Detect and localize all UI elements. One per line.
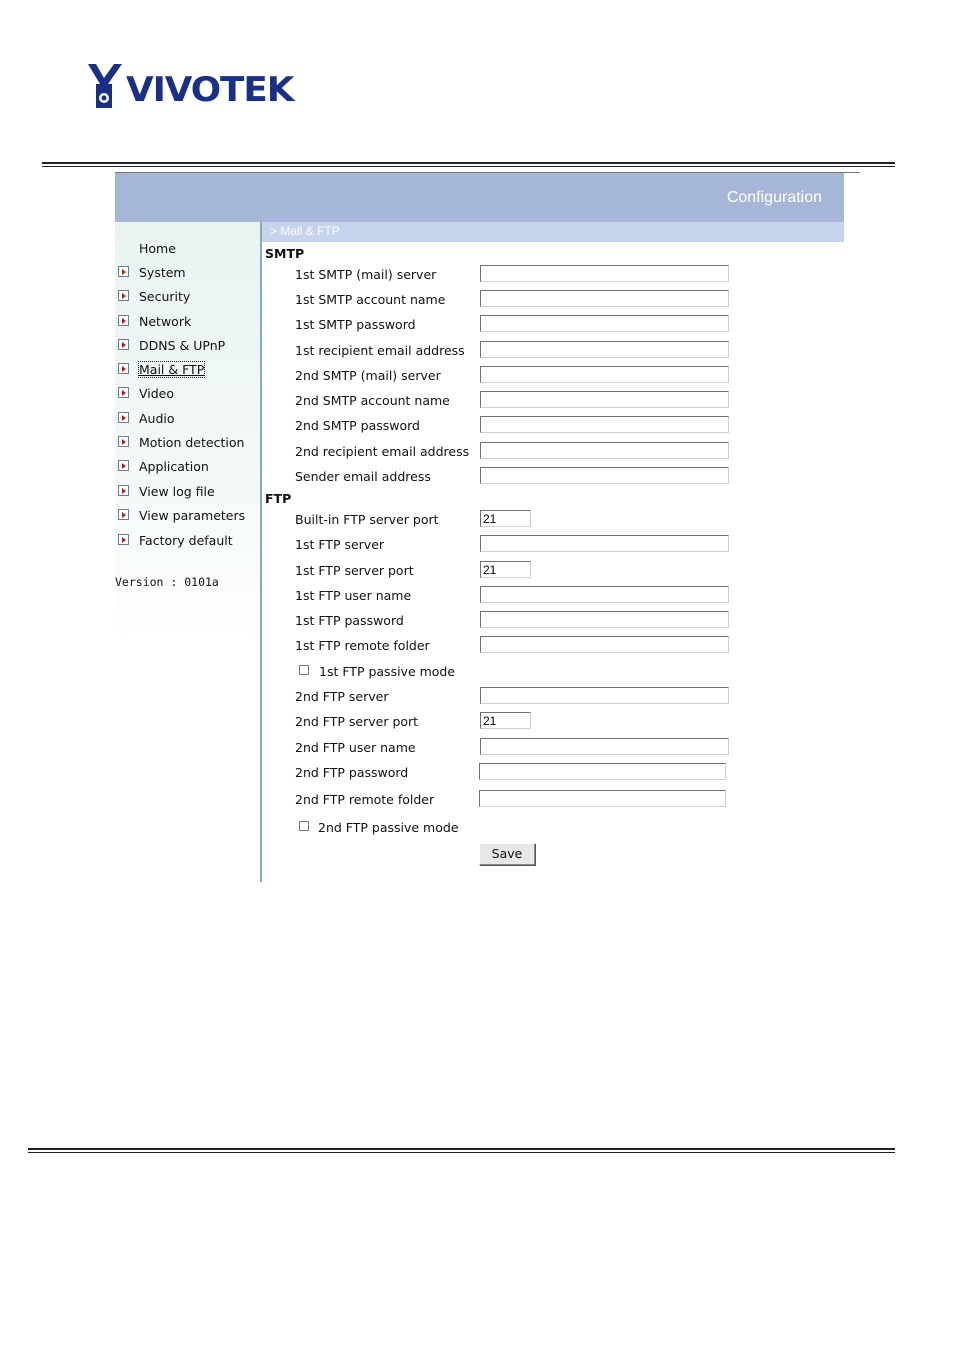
- smtp2-server-input[interactable]: [480, 366, 729, 383]
- header-bar: [115, 173, 844, 222]
- arrow-bullet-icon: [118, 485, 129, 496]
- arrow-bullet-icon: [118, 436, 129, 447]
- arrow-bullet-icon: [118, 460, 129, 471]
- field-label: 2nd recipient email address: [295, 444, 470, 459]
- field-label: 2nd FTP server port: [295, 714, 419, 729]
- arrow-bullet-icon: [118, 315, 129, 326]
- field-label: 1st SMTP password: [295, 317, 416, 332]
- bottom-rule: [28, 1148, 895, 1150]
- top-rule-thin: [42, 166, 895, 167]
- checkbox-label: 2nd FTP passive mode: [318, 820, 459, 835]
- field-label: 2nd FTP remote folder: [295, 792, 435, 807]
- ftp1-port-input[interactable]: [480, 561, 531, 578]
- sidebar-item-ddns-upnp[interactable]: DDNS & UPnP: [139, 338, 226, 353]
- smtp1-account-input[interactable]: [480, 290, 729, 307]
- arrow-bullet-icon: [118, 509, 129, 520]
- smtp2-password-input[interactable]: [480, 416, 729, 433]
- field-label: 1st FTP remote folder: [295, 638, 430, 653]
- field-label: 2nd FTP server: [295, 689, 389, 704]
- sidebar-item-mail-ftp[interactable]: Mail & FTP: [139, 362, 205, 377]
- ftp2-password-input[interactable]: [479, 763, 726, 780]
- save-button[interactable]: Save: [479, 843, 535, 865]
- ftp2-user-input[interactable]: [480, 738, 729, 755]
- arrow-bullet-icon: [118, 290, 129, 301]
- field-label: 2nd SMTP account name: [295, 393, 450, 408]
- smtp1-server-input[interactable]: [480, 265, 729, 282]
- sidebar-item-audio[interactable]: Audio: [139, 411, 175, 426]
- ftp1-server-input[interactable]: [480, 535, 729, 552]
- recipient1-email-input[interactable]: [480, 341, 729, 358]
- ftp2-port-input[interactable]: [480, 712, 531, 729]
- arrow-bullet-icon: [118, 534, 129, 545]
- field-label: 2nd SMTP password: [295, 418, 420, 433]
- field-label: 2nd FTP user name: [295, 740, 416, 755]
- top-rule: [42, 162, 895, 164]
- page-title: Configuration: [726, 189, 822, 206]
- vivotek-logo: [86, 62, 296, 114]
- ftp2-folder-input[interactable]: [479, 790, 726, 807]
- field-label: 1st FTP user name: [295, 588, 412, 603]
- bottom-rule-thin: [28, 1152, 895, 1153]
- ftp1-user-input[interactable]: [480, 586, 729, 603]
- sidebar-item-system[interactable]: System: [139, 265, 186, 280]
- breadcrumb: [262, 222, 844, 242]
- sidebar-item-security[interactable]: Security: [139, 289, 191, 304]
- sidebar-item-video[interactable]: Video: [139, 386, 175, 401]
- field-label: 1st FTP server: [295, 537, 385, 552]
- logo-mark-icon: [86, 62, 126, 114]
- field-label: 1st FTP password: [295, 613, 404, 628]
- ftp2-server-input[interactable]: [480, 687, 729, 704]
- field-label: Built-in FTP server port: [295, 512, 439, 527]
- logo-text: VIVOTEK: [126, 70, 294, 110]
- ftp1-passive-checkbox[interactable]: [299, 665, 309, 675]
- smtp-heading: SMTP: [265, 246, 305, 261]
- checkbox-label: 1st FTP passive mode: [319, 664, 456, 679]
- sidebar-item-home[interactable]: Home: [139, 241, 176, 256]
- sender-email-input[interactable]: [480, 467, 729, 484]
- field-label: 1st FTP server port: [295, 563, 414, 578]
- field-label: 1st SMTP (mail) server: [295, 267, 437, 282]
- smtp2-account-input[interactable]: [480, 391, 729, 408]
- version-text: Version : 0101a: [115, 575, 219, 589]
- recipient2-email-input[interactable]: [480, 442, 729, 459]
- field-label: Sender email address: [295, 469, 431, 484]
- sidebar-item-motion-detection[interactable]: Motion detection: [139, 435, 245, 450]
- ftp-heading: FTP: [265, 491, 292, 506]
- sidebar-divider: [260, 222, 262, 882]
- builtin-ftp-port-input[interactable]: [480, 510, 531, 527]
- arrow-bullet-icon: [118, 412, 129, 423]
- arrow-bullet-icon: [118, 387, 129, 398]
- arrow-bullet-icon: [118, 339, 129, 350]
- field-label: 2nd FTP password: [295, 765, 409, 780]
- ftp1-password-input[interactable]: [480, 611, 729, 628]
- sidebar-item-view-parameters[interactable]: View parameters: [139, 508, 246, 523]
- smtp1-password-input[interactable]: [480, 315, 729, 332]
- field-label: 2nd SMTP (mail) server: [295, 368, 441, 383]
- field-label: 1st recipient email address: [295, 343, 465, 358]
- sidebar-item-application[interactable]: Application: [139, 459, 209, 474]
- field-label: 1st SMTP account name: [295, 292, 446, 307]
- sidebar-item-network[interactable]: Network: [139, 314, 192, 329]
- breadcrumb-text: > Mail & FTP: [270, 224, 340, 238]
- ftp1-folder-input[interactable]: [480, 636, 729, 653]
- ftp2-passive-checkbox[interactable]: [299, 821, 309, 831]
- sidebar-item-factory-default[interactable]: Factory default: [139, 533, 233, 548]
- arrow-bullet-icon: [118, 266, 129, 277]
- arrow-bullet-icon: [118, 363, 129, 374]
- sidebar-item-view-log-file[interactable]: View log file: [139, 484, 215, 499]
